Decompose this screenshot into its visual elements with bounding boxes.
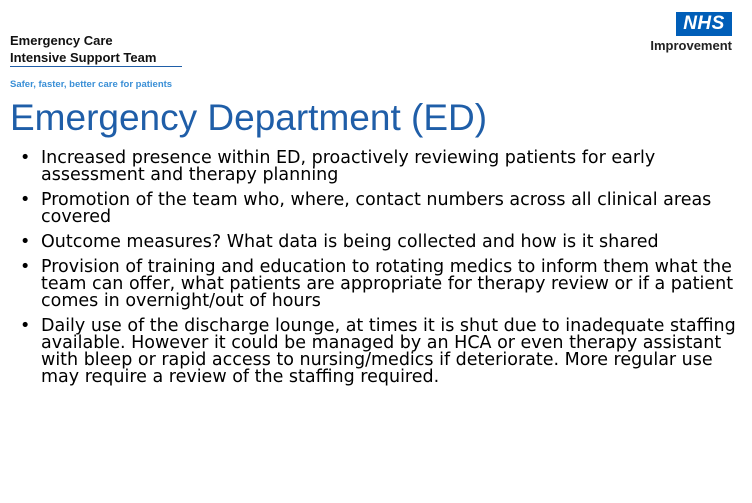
org-name-line-2: Intensive Support Team	[10, 50, 157, 65]
bullet-dot-icon: •	[20, 148, 31, 168]
org-name-line-1: Emergency Care	[10, 33, 113, 48]
bullet-text: Daily use of the discharge lounge, at times it is shut due to inadequate staffing available. However it could be managed by an HCA or even therapy assistant with bleep or rapid access to nursing/medics if deteriorate. More regular use may require a review of the staffing required.	[41, 316, 736, 387]
nhs-logo-subtitle: Improvement	[650, 38, 732, 53]
bullet-text: Promotion of the team who, where, contact numbers across all clinical areas covered	[41, 190, 712, 227]
header-underline	[10, 66, 182, 67]
bullet-item	[18, 234, 738, 251]
bullet-dot-icon: •	[20, 257, 31, 277]
bullet-dot-icon: •	[20, 190, 31, 210]
tagline: Safer, faster, better care for patients	[10, 79, 173, 90]
bullet-item	[18, 192, 738, 226]
bullet-text: Increased presence within ED, proactively reviewing patients for early assessment and therapy planning	[41, 148, 656, 185]
bullet-dot-icon: •	[20, 232, 31, 252]
bullet-item	[18, 150, 738, 184]
nhs-logo: NHS	[676, 12, 732, 36]
bullet-text: Provision of training and education to rotating medics to inform them what the team can offer, what patients are appropriate for therapy review or if a patient comes in overnight/out of hours	[41, 257, 734, 311]
bullet-text: Outcome measures? What data is being collected and how is it shared	[41, 232, 659, 252]
bullet-item	[18, 259, 738, 310]
bullet-dot-icon: •	[20, 316, 31, 336]
page-title: Emergency Department (ED)	[10, 97, 488, 138]
bullet-list	[18, 150, 738, 394]
bullet-item	[18, 318, 738, 386]
org-header	[10, 33, 156, 68]
